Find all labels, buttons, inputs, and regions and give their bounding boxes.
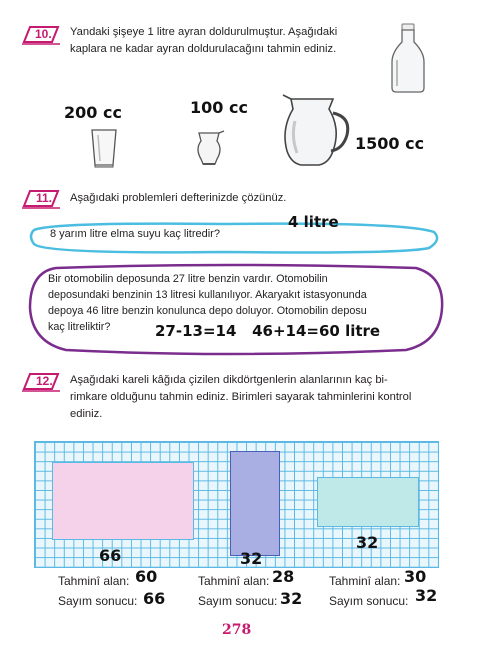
question-12-line-2: rimkare olduğunu tahmin ediniz. Birimleri sayarak tahminlerini kontrol xyxy=(70,391,412,403)
pitcher-image xyxy=(279,93,351,169)
count-label-3: Sayım sonucu: xyxy=(329,594,409,608)
question-10-line-2: kaplara ne kadar ayran doldurulacağını tahmin ediniz. xyxy=(70,43,337,55)
problem-1-answer: 4 litre xyxy=(288,213,339,231)
question-12-line-3: ediniz. xyxy=(70,408,103,420)
question-11-number: 11. xyxy=(36,191,53,205)
count-label-1: Sayım sonucu: xyxy=(58,594,138,608)
teal-rectangle xyxy=(317,477,419,527)
page-number: 278 xyxy=(222,622,252,638)
count-value-1: 66 xyxy=(143,589,166,608)
estimate-value-2: 28 xyxy=(272,567,295,586)
blue-rectangle xyxy=(230,451,280,556)
glass-image xyxy=(89,127,119,169)
problem-1-text: 8 yarım litre elma suyu kaç litredir? xyxy=(50,228,220,240)
answer-pitcher: 1500 cc xyxy=(355,134,425,153)
pink-rectangle xyxy=(52,462,194,540)
question-12-line-1: Aşağıdaki kareli kâğıda çizilen dikdörtgenlerin alanlarının kaç bi- xyxy=(70,374,388,386)
problem-2-line-1: Bir otomobilin deposunda 27 litre benzin vardır. Otomobilin xyxy=(48,273,328,285)
small-jug-image xyxy=(193,129,227,167)
question-12-number: 12. xyxy=(36,374,53,388)
answer-small-jug: 100 cc xyxy=(190,98,248,117)
bottle-image xyxy=(388,22,428,94)
estimate-value-3: 30 xyxy=(404,567,427,586)
question-11-instruction: Aşağıdaki problemleri defterinizde çözünüz. xyxy=(70,192,287,204)
problem-2-line-2: deposundaki benzinin 13 litresi kullanılıyor. Akaryakıt istasyonunda xyxy=(48,289,367,301)
estimate-label-1: Tahminî alan: xyxy=(58,574,130,588)
problem-2-answer: 27-13=14 46+14=60 litre xyxy=(155,322,381,340)
estimate-label-3: Tahminî alan: xyxy=(329,574,401,588)
count-label-2: Sayım sonucu: xyxy=(198,594,278,608)
count-value-2: 32 xyxy=(280,589,303,608)
estimate-label-2: Tahminî alan: xyxy=(198,574,270,588)
question-10-number: 10. xyxy=(35,27,52,41)
estimate-value-1: 60 xyxy=(135,567,158,586)
grid-answer-blue: 32 xyxy=(240,549,263,568)
grid-answer-pink: 66 xyxy=(99,546,122,565)
problem-2-line-4: kaç litreliktir? xyxy=(48,321,111,333)
count-value-3: 32 xyxy=(415,586,438,605)
answer-glass: 200 cc xyxy=(64,103,122,122)
grid-answer-teal: 32 xyxy=(356,533,379,552)
problem-2-line-3: depoya 46 litre benzin konulunca depo doluyor. Otomobilin deposu xyxy=(48,305,367,317)
question-10-line-1: Yandaki şişeye 1 litre ayran doldurulmuştur. Aşağıdaki xyxy=(70,26,338,38)
